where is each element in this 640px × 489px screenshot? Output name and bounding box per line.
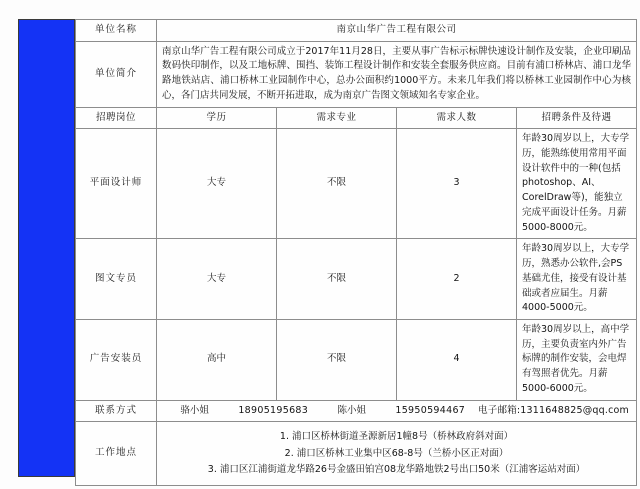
work-location-item: 1. 浦口区桥林街道圣源新居1幢8号（桥林政府斜对面） [279, 431, 514, 443]
job-count: 4 [397, 319, 517, 400]
contact-line [162, 404, 631, 419]
job-major: 不限 [277, 129, 397, 239]
label-company-intro: 单位简介 [76, 41, 157, 107]
header-major: 需求专业 [277, 107, 397, 129]
table-row-job [76, 319, 637, 400]
table-row-jobs-header [76, 107, 637, 129]
contact-person-2-phone: 15950594467 [395, 404, 466, 416]
contact-person-1-phone: 18905195683 [238, 404, 309, 416]
work-location-item: 3. 浦口区江浦街道龙华路26号金盛田铂宫08龙华路地铁2号出口50米（江浦客运站对面） [207, 463, 586, 475]
table-row-job [76, 239, 637, 320]
work-location-list [162, 425, 631, 482]
job-post: 广告安装员 [76, 319, 157, 400]
table-row-company-intro [76, 41, 637, 107]
contact-email: 电子邮箱:1311648825@qq.com [478, 404, 630, 416]
contact-person-2-name: 陈小姐 [337, 404, 366, 416]
header-education: 学历 [157, 107, 277, 129]
job-education: 大专 [157, 239, 277, 320]
work-location-cell [157, 422, 637, 486]
job-major: 不限 [277, 319, 397, 400]
table-row-contact [76, 400, 637, 422]
value-company-name: 南京山华广告工程有限公司 [157, 20, 637, 42]
accent-color-band [18, 19, 75, 477]
table-row-company-name [76, 20, 637, 42]
recruitment-table-container [75, 19, 637, 477]
job-education: 高中 [157, 319, 277, 400]
job-post: 平面设计师 [76, 129, 157, 239]
job-conditions: 年龄30周岁以上，大专学历，能熟练使用常用平面设计软件中的一种(包括photoshop、AI、CorelDraw等)，能独立完成平面设计任务。月薪5000-8000元。 [517, 129, 637, 239]
job-post: 图文专员 [76, 239, 157, 320]
header-count: 需求人数 [397, 107, 517, 129]
label-contact: 联系方式 [76, 400, 157, 422]
contact-cell [157, 400, 637, 422]
job-count: 3 [397, 129, 517, 239]
job-count: 2 [397, 239, 517, 320]
header-post: 招聘岗位 [76, 107, 157, 129]
job-conditions: 年龄30周岁以上，高中学历，主要负责室内外广告标牌的制作安装，会电焊有驾照者优先。月薪5000-6000元。 [517, 319, 637, 400]
job-conditions: 年龄30周岁以上，大专学历，熟悉办公软件,会PS基础尤佳，接受有设计基础或者应届生。月薪4000-5000元。 [517, 239, 637, 320]
table-row-location [76, 422, 637, 486]
label-company-name: 单位名称 [76, 20, 157, 42]
value-company-intro: 南京山华广告工程有限公司成立于2017年11月28日，主要从事广告标示标牌快速设计制作及安装，企业印刷品数码快印制作，以及工地标牌、围挡、装饰工程设计制作和安装全套服务供应商。目前有浦口桥林店、浦口龙华路地铁站店、浦口桥林工业园制作中心，总办公面积约1000平方。未来几年我们将以桥林工业园制作中心为核心，各门店共同发展，不断开拓进取，成为南京广告图文领域知名专家企业。 [157, 41, 637, 107]
job-education: 大专 [157, 129, 277, 239]
label-work-location: 工作地点 [76, 422, 157, 486]
table-row-job [76, 129, 637, 239]
recruitment-table [75, 19, 637, 486]
contact-person-1-name: 骆小姐 [180, 404, 209, 416]
work-location-item: 2. 浦口区桥林工业集中区68-8号（兰桥小区正对面） [284, 447, 509, 459]
job-major: 不限 [277, 239, 397, 320]
header-conditions: 招聘条件及待遇 [517, 107, 637, 129]
